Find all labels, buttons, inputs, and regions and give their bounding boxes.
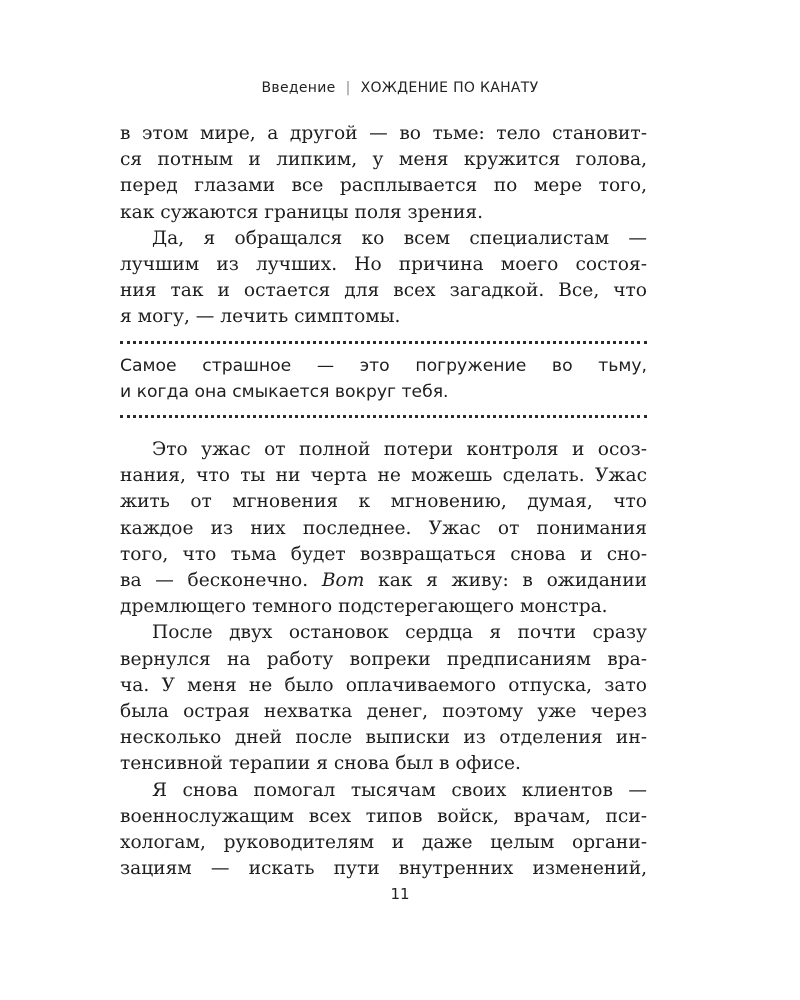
text-line: ния так и остается для всех загадкой. Все, что [120,280,647,302]
text-line: лучшим из лучших. Но причина моего состоя- [120,254,647,276]
dotted-divider-top [120,341,647,344]
text-line: зациям — искать пути внутренних изменений, [120,858,647,880]
text-line: того, что тьма будет возвращаться снова и сно- [120,543,647,565]
pull-quote [120,341,647,418]
text-line: была острая нехватка денег, поэтому уже через [120,701,647,723]
section-title: Введение [261,80,336,96]
text-line: несколько дней после выписки из отделения ин- [120,727,647,749]
dotted-divider-bottom [120,415,647,418]
body-text-bottom [120,437,647,882]
text-line [120,568,647,594]
quote-line: и когда она смыкается вокруг тебя. [120,382,449,402]
paragraph [120,437,647,620]
text-fragment: как я живу: в ожидании [378,570,647,592]
emphasis-word: Вот [321,570,365,592]
text-line: военнослужащим всех типов войск, врачам, пси- [120,805,647,827]
paragraph [120,620,647,777]
text-line: как сужаются границы поля зрения. [120,201,484,223]
text-line: я могу, — лечить симптомы. [120,306,401,328]
text-line: перед глазами все расплывается по мере того, [120,175,647,197]
text-line: в этом мире, а другой — во тьме: тело становит- [120,123,647,144]
paragraph [120,121,647,226]
text-line: хологам, руководителям и даже целым органи- [120,832,647,854]
paragraph [120,226,647,331]
chapter-title: ХОЖДЕНИЕ ПО КАНАТУ [360,80,539,96]
body-text-top [120,121,647,331]
text-line: нания, что ты ни черта не можешь сделать. Ужас [120,465,647,487]
running-head [0,80,800,96]
text-line: ча. У меня не было оплачиваемого отпуска, зато [120,674,647,696]
text-line: Я снова помогал тысячам своих клиентов — [152,779,647,801]
header-separator: | [345,80,351,96]
paragraph [120,778,647,883]
text-line: каждое из них последнее. Ужас от понимания [120,517,647,539]
text-line: дремлющего темного подстерегающего монстра. [120,596,608,618]
text-line: тенсивной терапии я снова был в офисе. [120,753,521,775]
text-line: Да, я обращался ко всем специалистам — [152,227,647,249]
text-line: жить от мгновения к мгновению, думая, что [120,491,647,513]
text-line: После двух остановок сердца я почти сразу [152,622,647,644]
text-line: ся потным и липким, у меня кружится голова, [120,149,647,171]
text-fragment: ва — бесконечно. [120,570,309,592]
text-line: Это ужас от полной потери контроля и осоз- [152,439,647,460]
page-number: 11 [390,885,410,903]
text-line: вернулся на работу вопреки предписаниям вра- [120,648,647,670]
quote-line: Самое страшное — это погружение во тьму, [120,356,647,376]
